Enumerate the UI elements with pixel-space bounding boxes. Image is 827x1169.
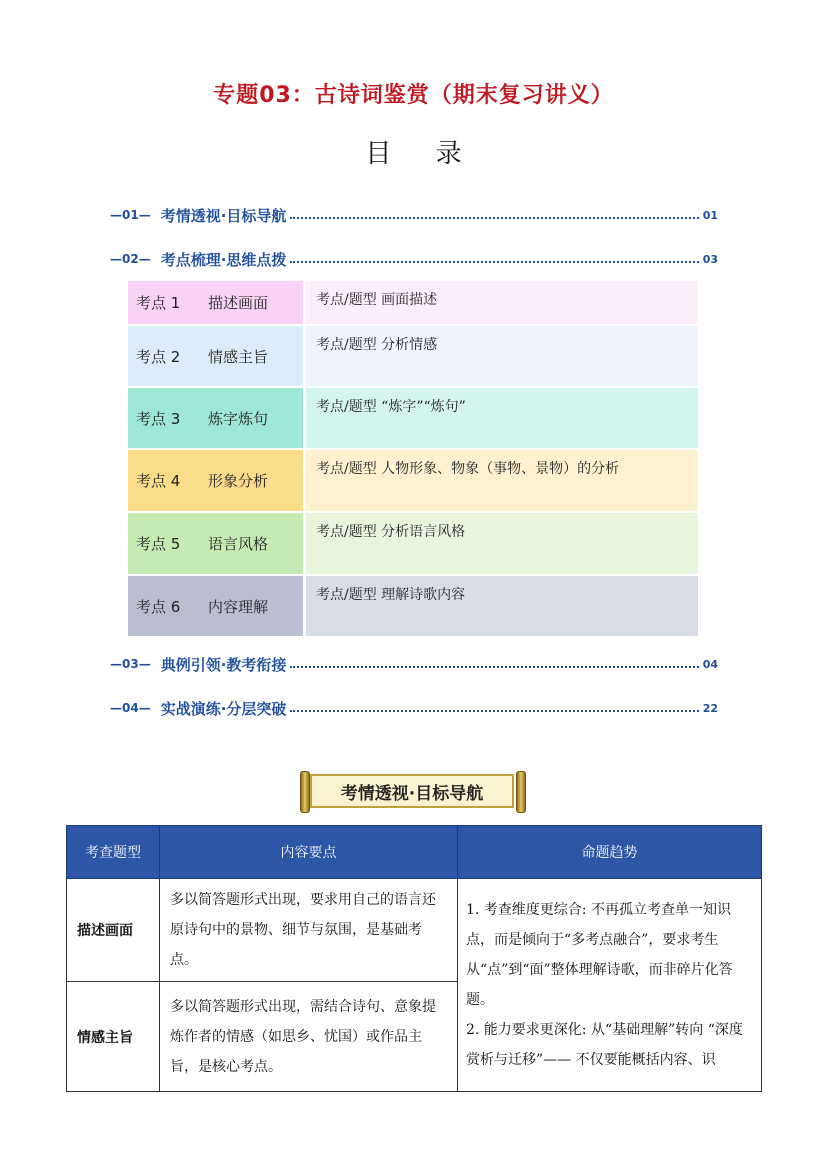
toc-leader xyxy=(290,666,698,668)
section-banner-label: 考情透视·目标导航 xyxy=(310,774,514,808)
exam-point-row xyxy=(128,388,698,448)
exam-points-list xyxy=(128,281,698,638)
toc-leader xyxy=(290,217,698,219)
toc-number: —01— xyxy=(110,208,151,222)
scroll-roll-icon xyxy=(300,771,310,813)
toc-heading: 目 录 xyxy=(365,139,480,169)
toc-page: 04 xyxy=(702,657,718,671)
toc-number: —04— xyxy=(110,701,151,715)
question-type-cell: 情感主旨 xyxy=(67,982,160,1092)
exam-point-name: 形象分析 xyxy=(208,472,269,490)
exam-point-name: 描述画面 xyxy=(208,294,269,312)
exam-point-desc: 考点/题型 “炼字”“炼句” xyxy=(306,388,698,448)
question-type-cell: 描述画面 xyxy=(67,879,160,982)
exam-point-number: 考点 6 xyxy=(136,597,181,616)
exam-point-name: 情感主旨 xyxy=(208,347,269,366)
column-header-type: 考查题型 xyxy=(67,826,160,879)
exam-point-number: 考点 1 xyxy=(136,294,181,312)
exam-point-row xyxy=(128,281,698,324)
toc-number: —03— xyxy=(110,657,151,671)
exam-point-desc: 考点/题型 理解诗歌内容 xyxy=(306,576,698,636)
scroll-roll-icon xyxy=(516,771,526,813)
exam-point-number: 考点 3 xyxy=(136,409,181,428)
toc-entry-3[interactable] xyxy=(110,654,718,674)
toc-title: 典例引领·教考衔接 xyxy=(160,655,287,674)
exam-point-row xyxy=(128,326,698,386)
exam-point-desc: 考点/题型 分析情感 xyxy=(306,326,698,386)
exam-point-row xyxy=(128,450,698,511)
exam-point-label xyxy=(128,326,303,386)
content-cell: 多以简答题形式出现，需结合诗句、意象提炼作者的情感（如思乡、忧国）或作品主旨，是核心考点。 xyxy=(160,982,458,1092)
exam-point-row xyxy=(128,576,698,636)
trend-point: 1. 考查维度更综合: 不再孤立考查单一知识点，而是倾向于“多考点融合”，要求考生从“点”到“面”整体理解诗歌，而非碎片化答题。 xyxy=(466,902,733,1008)
table-header-row xyxy=(67,826,762,879)
toc-entry-4[interactable] xyxy=(110,698,718,718)
toc-title: 实战演练·分层突破 xyxy=(160,699,287,718)
exam-point-number: 考点 5 xyxy=(136,535,181,553)
toc-page: 22 xyxy=(702,701,718,715)
page-title: 专题03：古诗词鉴赏（期末复习讲义） xyxy=(213,83,614,108)
exam-point-desc: 考点/题型 画面描述 xyxy=(306,281,698,324)
exam-point-desc: 考点/题型 分析语言风格 xyxy=(306,513,698,574)
trend-cell xyxy=(458,879,762,1092)
exam-overview-table xyxy=(66,825,762,1092)
table-row xyxy=(67,879,762,982)
toc-number: —02— xyxy=(110,252,151,266)
exam-point-row xyxy=(128,513,698,574)
exam-point-label xyxy=(128,513,303,574)
exam-point-desc: 考点/题型 人物形象、物象（事物、景物）的分析 xyxy=(306,450,698,511)
toc-page: 03 xyxy=(702,252,718,266)
trend-point: 2. 能力要求更深化: 从“基础理解”转向 “深度赏析与迁移”—— 不仅要能概括内容、识 xyxy=(466,1022,743,1068)
toc-leader xyxy=(290,710,698,712)
exam-point-name: 内容理解 xyxy=(208,597,269,616)
toc-leader xyxy=(290,261,698,263)
section-banner xyxy=(300,771,526,813)
toc-entry-2[interactable] xyxy=(110,249,718,269)
exam-point-label xyxy=(128,281,303,324)
toc-title: 考情透视·目标导航 xyxy=(160,206,287,225)
exam-point-label xyxy=(128,576,303,636)
exam-point-label xyxy=(128,388,303,448)
exam-point-number: 考点 2 xyxy=(136,347,181,366)
toc-entry-1[interactable] xyxy=(110,205,718,225)
column-header-trend: 命题趋势 xyxy=(458,826,762,879)
exam-point-name: 语言风格 xyxy=(208,535,269,553)
toc-page: 01 xyxy=(702,208,718,222)
exam-point-label xyxy=(128,450,303,511)
toc-title: 考点梳理·思维点拨 xyxy=(160,250,287,269)
exam-point-name: 炼字炼句 xyxy=(208,409,269,428)
exam-point-number: 考点 4 xyxy=(136,472,181,490)
content-cell: 多以简答题形式出现，要求用自己的语言还原诗句中的景物、细节与氛围，是基础考点。 xyxy=(160,879,458,982)
column-header-content: 内容要点 xyxy=(160,826,458,879)
